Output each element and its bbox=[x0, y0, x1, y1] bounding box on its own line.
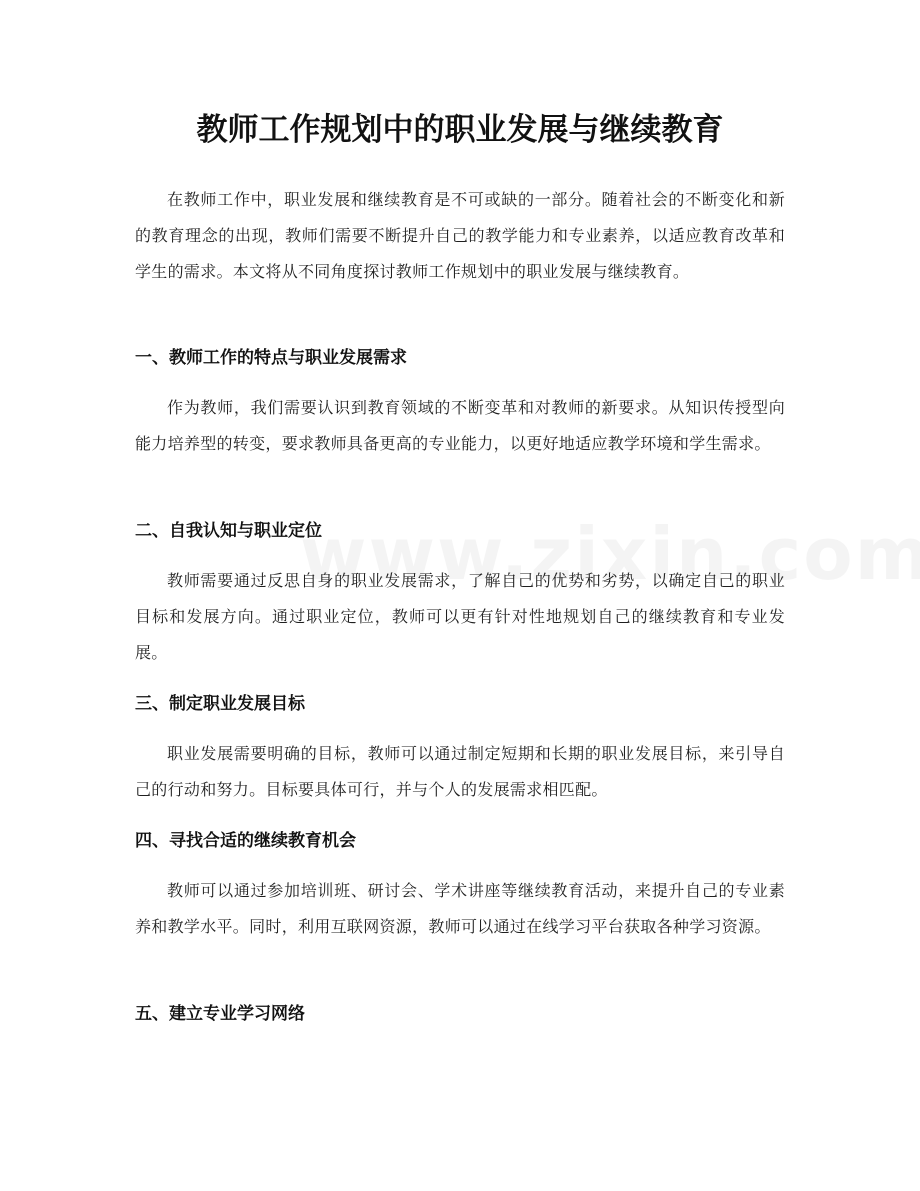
section-body-4: 教师可以通过参加培训班、研讨会、学术讲座等继续教育活动，来提升自己的专业素养和教学水平。同时，利用互联网资源，教师可以通过在线学习平台获取各种学习资源。 bbox=[135, 881, 785, 936]
document-title: 教师工作规划中的职业发展与继续教育 bbox=[196, 112, 724, 148]
section-body-3: 职业发展需要明确的目标，教师可以通过制定短期和长期的职业发展目标，来引导自己的行动和努力。目标要具体可行，并与个人的发展需求相匹配。 bbox=[135, 744, 785, 799]
section-heading-2: 二、自我认知与职业定位 bbox=[135, 521, 322, 541]
section-heading-4: 四、寻找合适的继续教育机会 bbox=[135, 831, 356, 851]
section-body-1: 作为教师，我们需要认识到教育领域的不断变革和对教师的新要求。从知识传授型向能力培养型的转变，要求教师具备更高的专业能力，以更好地适应教学环境和学生需求。 bbox=[135, 398, 785, 453]
intro-paragraph: 在教师工作中，职业发展和继续教育是不可或缺的一部分。随着社会的不断变化和新的教育理念的出现，教师们需要不断提升自己的教学能力和专业素养，以适应教育改革和学生的需求。本文将从不同角度探讨教师工作规划中的职业发展与继续教育。 bbox=[135, 190, 785, 281]
section-heading-5: 五、建立专业学习网络 bbox=[135, 1004, 305, 1024]
section-body-2: 教师需要通过反思自身的职业发展需求，了解自己的优势和劣势，以确定自己的职业目标和发展方向。通过职业定位，教师可以更有针对性地规划自己的继续教育和专业发展。 bbox=[135, 571, 785, 662]
section-heading-1: 一、教师工作的特点与职业发展需求 bbox=[135, 348, 407, 368]
section-heading-3: 三、制定职业发展目标 bbox=[135, 694, 305, 714]
